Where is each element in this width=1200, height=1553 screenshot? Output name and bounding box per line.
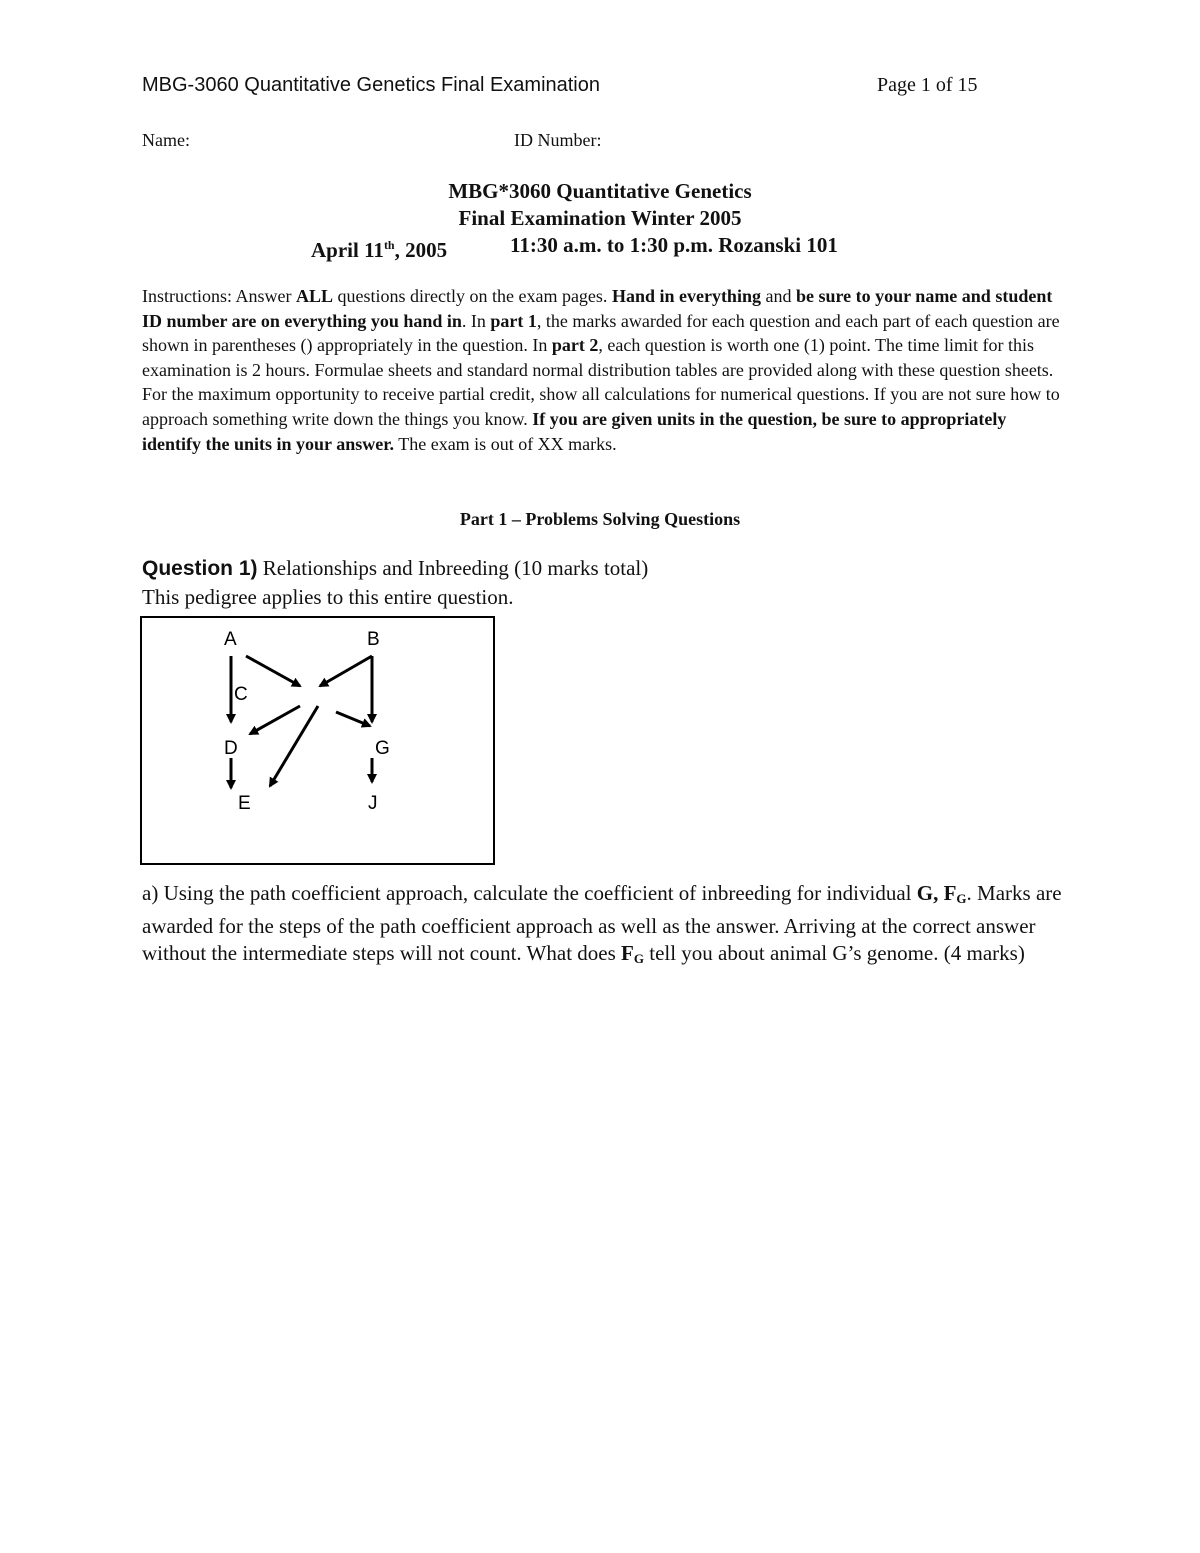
arrow-a-to-c <box>246 656 300 686</box>
arrow-b-to-c <box>320 656 372 686</box>
running-header-title: MBG-3060 Quantitative Genetics Final Examination <box>142 74 600 96</box>
arrow-c-to-g <box>336 712 370 726</box>
exam-title-line2: Final Examination Winter 2005 <box>458 206 742 230</box>
exam-title-line1: MBG*3060 Quantitative Genetics <box>448 179 752 203</box>
pedigree-node-j: J <box>368 793 378 814</box>
question1-part-a: a) Using the path coefficient approach, calculate the coefficient of inbreeding for individual G, $F_G$. Marks are awarded for the steps of the path coefficient approach as well as the answer. Arriving at the correct answer without the intermediate steps will not count. What does $F_G$ tell you about animal G’s genome. (4 marks) <box>142 881 1062 966</box>
instructions-paragraph: Instructions: Answer ALL questions directly on the exam pages. Hand in everything and be sure to your name and student ID number are on everything you hand in. In part 1, the marks awarded for each question and each part of each question are shown in parentheses () appropriately in the question. In part 2, each question is worth one (1) point. The time limit for this examination is 2 hours. Formulae sheets and standard normal distribution tables are provided along with these question sheets. For the maximum opportunity to receive partial credit, show all calculations for numerical questions. If you are not sure how to approach something write down the things you know. If you are given units in the question, be sure to appropriately identify the units in your answer. The exam is out of XX marks. <box>142 286 1060 454</box>
page-indicator: Page 1 of 15 <box>877 74 978 96</box>
arrow-c-to-d <box>250 706 300 734</box>
pedigree-node-e: E <box>238 793 251 814</box>
pedigree-node-b: B <box>367 629 380 650</box>
pedigree-node-a: A <box>224 629 237 650</box>
question1-heading <box>142 556 648 581</box>
exam-date: April 11th, 2005 <box>311 238 448 262</box>
pedigree-diagram <box>140 616 495 865</box>
part-heading: Part 1 – Problems Solving Questions <box>459 509 741 529</box>
exam-date-time <box>0 232 1200 262</box>
pedigree-node-c: C <box>234 684 248 705</box>
id-number-label: ID Number: <box>514 130 602 150</box>
name-label: Name: <box>142 130 190 150</box>
pedigree-node-d: D <box>224 738 238 759</box>
pedigree-node-g: G <box>375 738 390 759</box>
exam-time-location: 11:30 a.m. to 1:30 p.m. Rozanski 101 <box>510 233 838 257</box>
exam-title-block <box>0 178 1200 262</box>
question1-label: Question 1) <box>142 557 258 580</box>
question1-title: Relationships and Inbreeding (10 marks total) <box>257 556 649 580</box>
pedigree-note: This pedigree applies to this entire question. <box>142 585 514 609</box>
